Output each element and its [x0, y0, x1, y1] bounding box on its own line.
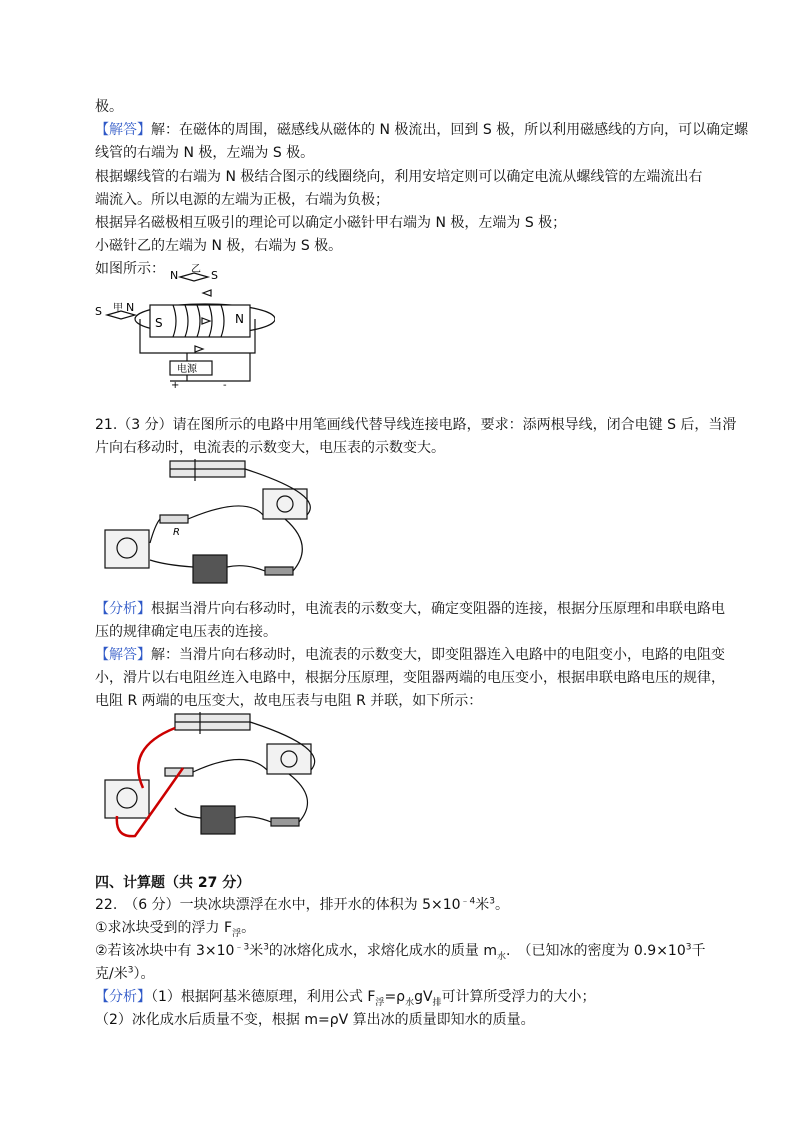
answer-tag: 【解答】 [95, 122, 151, 138]
answer-line: 【解答】解：当滑片向右移动时，电流表的示数变大，即变阻器连入电路中的电阻变小，电路的电阻变 [95, 647, 725, 663]
label-s: S [155, 316, 163, 330]
answer-line: 小，滑片以右电阻丝连入电路中，根据分压原理，变阻器两端的电压变小，根据串联电路电压的规律， [95, 670, 725, 686]
text-line: 根据异名磁极相互吸引的理论可以确定小磁针甲右端为 N 极，左端为 S 极； [95, 215, 567, 231]
label-n: N [126, 301, 135, 314]
power-source-label: 电源 [177, 364, 197, 375]
label-n: N [235, 312, 244, 326]
question-22-line: 22. （6 分）一块冰块漂浮在水中，排开水的体积为 $5\times 10^{﹣4}$米$^3$。 [95, 896, 509, 913]
section-title: 四、计算题（共 27 分） [95, 875, 251, 891]
analysis-line: （2）冰化成水后质量不变，根据 m=ρV 算出冰的质量即知水的质量。 [95, 1012, 535, 1028]
analysis-line: 【分析】根据当滑片向右移动时，电流表的示数变大，确定变阻器的连接，根据分压原理和串联电路电 [95, 601, 725, 617]
circuit-figure-2 [95, 708, 335, 848]
label-s: S [211, 269, 218, 282]
solenoid-figure [95, 263, 275, 388]
question-22-line: 克/米$^3$）。 [95, 965, 155, 982]
text-line: 如图所示： [95, 261, 165, 277]
resistor-label: R [173, 527, 180, 538]
question-22-line: ②若该冰块中有 $3\times 10^{﹣3}$米$^3$的冰熔化成水，求熔化成水的质量 $m_水$. （已知冰的密度为 $0.9\times 10^3$千 [95, 942, 706, 962]
label-yi: 乙 [191, 264, 201, 275]
text-line: 【解答】解：在磁体的周围，磁感线从磁体的 N 极流出，回到 S 极，所以利用磁感线的方向，可以确定螺 [95, 122, 749, 138]
label-jia: 甲 [113, 303, 123, 314]
answer-line: 电阻 R 两端的电压变大，故电压表与电阻 R 并联，如下所示： [95, 693, 483, 709]
plus-sign: + [171, 380, 180, 388]
text-line: 小磁针乙的左端为 N 极，右端为 S 极。 [95, 238, 343, 254]
question-21-line: 片向右移动时，电流表的示数变大，电压表的示数变大。 [95, 440, 445, 456]
label-n: N [170, 269, 179, 282]
minus-sign: - [223, 380, 227, 388]
question-21-line: 21.（3 分）请在图所示的电路中用笔画线代替导线连接电路，要求：添两根导线，闭合电键 S 后，当滑 [95, 417, 737, 433]
circuit-figure-1 [95, 455, 325, 595]
analysis-line: 压的规律确定电压表的连接。 [95, 624, 277, 640]
text-line: 线管的右端为 N 极，左端为 S 极。 [95, 145, 315, 161]
label-s: S [95, 305, 102, 318]
analysis-tag: 【分析】 [95, 601, 151, 617]
question-22-line: ①求冰块受到的浮力 $F_浮$。 [95, 920, 256, 939]
answer-tag: 【解答】 [95, 647, 151, 663]
text-line: 极。 [95, 99, 123, 115]
text-line: 根据螺线管的右端为 N 极结合图示的线圈绕向，利用安培定则可以确定电流从螺线管的左端流出右 [95, 169, 703, 185]
text-line: 端流入。所以电源的左端为正极，右端为负极； [95, 192, 389, 208]
analysis-tag: 【分析】 [95, 989, 151, 1005]
analysis-line: 【分析】（1）根据阿基米德原理，利用公式 $F_浮=\rho_水gV_排$可计算所受浮力的大小； [95, 989, 596, 1008]
